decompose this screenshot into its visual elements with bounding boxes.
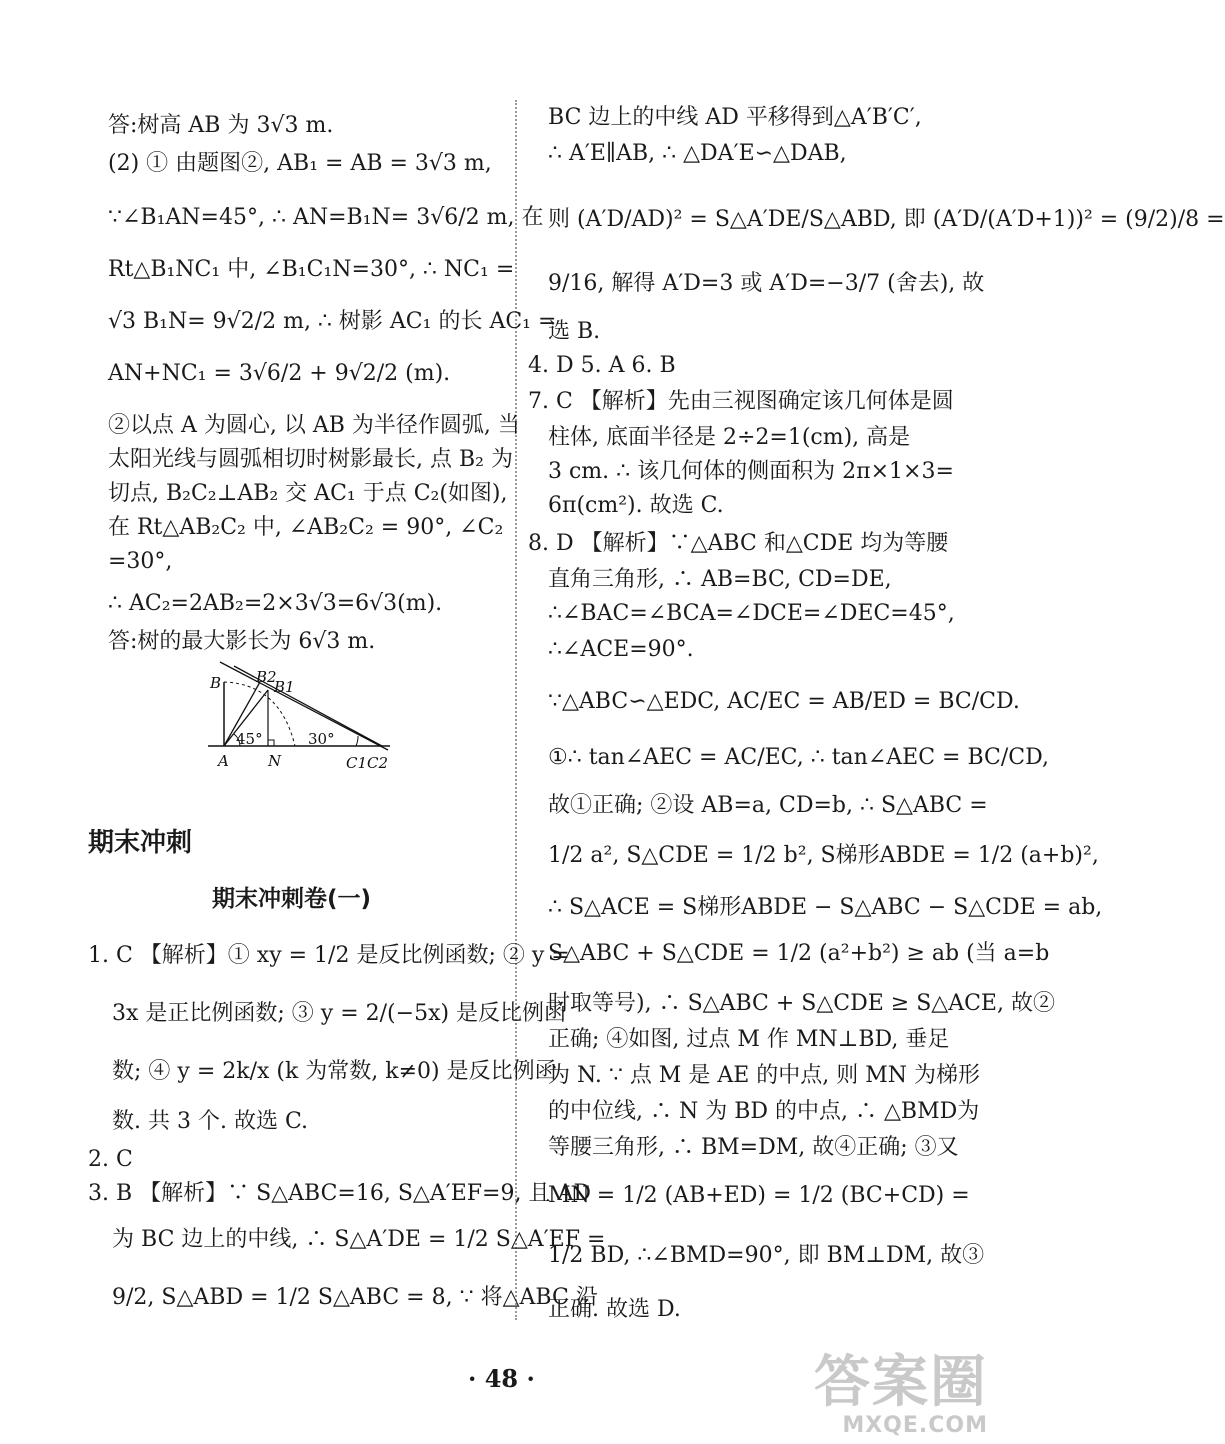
tree-shadow-figure (200, 660, 400, 776)
text-line: ∴ S△ACE = S梯形ABDE − S△ABC − S△CDE = ab, (548, 895, 1103, 920)
text-line: ∴∠BAC=∠BCA=∠DCE=∠DEC=45°, (548, 601, 955, 626)
watermark-logo-text: 答案圈 (814, 1350, 988, 1415)
text-line: ∴ A′E∥AB, ∴ △DA′E∽△DAB, (548, 141, 847, 166)
watermark (814, 1350, 988, 1438)
section-title: 期末冲刺 (88, 828, 193, 858)
text-line: MN = 1/2 (AB+ED) = 1/2 (BC+CD) = (548, 1183, 970, 1208)
text-line: 9/16, 解得 A′D=3 或 A′D=−3/7 (舍去), 故 (548, 271, 985, 296)
text-line: 柱体, 底面半径是 2÷2=1(cm), 高是 (548, 425, 911, 450)
text-line: ②以点 A 为圆心, 以 AB 为半径作圆弧, 当 (108, 413, 520, 438)
text-line: 正确; ④如图, 过点 M 作 MN⊥BD, 垂足 (548, 1027, 950, 1052)
angle-30-arc (356, 736, 358, 746)
text-line: 1/2 BD, ∴∠BMD=90°, 即 BM⊥DM, 故③ (548, 1243, 985, 1268)
text-line: 8. D 【解析】∵△ABC 和△CDE 均为等腰 (528, 531, 949, 556)
label-30: 30° (308, 730, 335, 748)
label-b1: B1 (274, 678, 295, 696)
text-line: 3 cm. ∴ 该几何体的侧面积为 2π×1×3= (548, 459, 954, 484)
text-line: AN+NC₁ = 3√6/2 + 9√2/2 (m). (108, 361, 451, 386)
answer-line: 数. 共 3 个. 故选 C. (112, 1109, 308, 1134)
right-angle-mark (268, 740, 274, 746)
text-line: (2) ① 由题图②, AB₁ = AB = 3√3 m, (108, 151, 492, 176)
text-line: ∴ AC₂=2AB₂=2×3√3=6√3(m). (108, 591, 443, 616)
text-line: ∴∠ACE=90°. (548, 637, 694, 662)
text-line: 答:树的最大影长为 6√3 m. (108, 629, 376, 654)
text-line: ①∴ tan∠AEC = AC/EC, ∴ tan∠AEC = BC/CD, (548, 745, 1049, 770)
text-line: 在 Rt△AB₂C₂ 中, ∠AB₂C₂ = 90°, ∠C₂ (108, 515, 504, 540)
label-n: N (268, 752, 282, 770)
text-line: 选 B. (548, 319, 601, 344)
text-line: 太阳光线与圆弧相切时树影最长, 点 B₂ 为 (108, 447, 513, 472)
answer-line: 3x 是正比例函数; ③ y = 2/(−5x) 是反比例函 (112, 1001, 567, 1026)
text-line: S△ABC + S△CDE = 1/2 (a²+b²) ≥ ab (当 a=b (548, 941, 1050, 966)
text-line: 则 (A′D/AD)² = S△A′DE/S△ABD, 即 (A′D/(A′D+1))² = (9/2)/8 = (548, 207, 1225, 232)
answer-line: 9/2, S△ABD = 1/2 S△ABC = 8, ∵ 将△ABC 沿 (112, 1285, 598, 1310)
text-line: 4. D 5. A 6. B (528, 353, 676, 378)
text-line: 故①正确; ②设 AB=a, CD=b, ∴ S△ABC = (548, 793, 988, 818)
paper-title: 期末冲刺卷(一) (212, 886, 372, 912)
label-c1c2: C1C2 (346, 754, 389, 772)
text-line: 的中位线, ∴ N 为 BD 的中点, ∴ △BMD为 (548, 1099, 980, 1124)
text-line: 7. C 【解析】先由三视图确定该几何体是圆 (528, 389, 954, 414)
text-line: 1/2 a², S△CDE = 1/2 b², S梯形ABDE = 1/2 (a+b)², (548, 843, 1099, 868)
text-line: ∵∠B₁AN=45°, ∴ AN=B₁N= 3√6/2 m, 在 (108, 205, 544, 230)
label-45: 45° (236, 730, 263, 748)
text-line: 答:树高 AB 为 3√3 m. (108, 113, 334, 138)
text-line: Rt△B₁NC₁ 中, ∠B₁C₁N=30°, ∴ NC₁ = (108, 257, 515, 282)
answer-line: 1. C 【解析】① xy = 1/2 是反比例函数; ② y = (88, 943, 570, 968)
text-line: ∵△ABC∽△EDC, AC/EC = AB/ED = BC/CD. (548, 689, 1020, 714)
answer-line: 2. C (88, 1147, 133, 1172)
text-line: =30°, (108, 549, 173, 574)
label-b: B (210, 674, 222, 692)
answer-line: 数; ④ y = 2k/x (k 为常数, k≠0) 是反比例函 (112, 1059, 557, 1084)
label-b2: B2 (256, 668, 277, 686)
watermark-url: MXQE.COM (842, 1413, 988, 1438)
text-line: 为 N. ∵ 点 M 是 AE 的中点, 则 MN 为梯形 (548, 1063, 981, 1088)
page-number: · 48 · (468, 1364, 535, 1393)
text-line: 正确. 故选 D. (548, 1297, 681, 1322)
text-line: 切点, B₂C₂⊥AB₂ 交 AC₁ 于点 C₂(如图), (108, 481, 508, 506)
text-line: 时取等号), ∴ S△ABC + S△CDE ≥ S△ACE, 故② (548, 991, 1055, 1016)
text-line: 直角三角形, ∴ AB=BC, CD=DE, (548, 567, 892, 592)
label-a: A (218, 752, 229, 770)
text-line: 6π(cm²). 故选 C. (548, 493, 724, 518)
text-line: 等腰三角形, ∴ BM=DM, 故④正确; ③又 (548, 1135, 959, 1160)
answer-line: 3. B 【解析】∵ S△ABC=16, S△A′EF=9, 且 AD (88, 1181, 591, 1206)
answer-line: 为 BC 边上的中线, ∴ S△A′DE = 1/2 S△A′EF = (112, 1227, 606, 1252)
text-line: BC 边上的中线 AD 平移得到△A′B′C′, (548, 105, 922, 130)
text-line: √3 B₁N= 9√2/2 m, ∴ 树影 AC₁ 的长 AC₁ = (108, 309, 557, 334)
column-separator (515, 100, 517, 1320)
